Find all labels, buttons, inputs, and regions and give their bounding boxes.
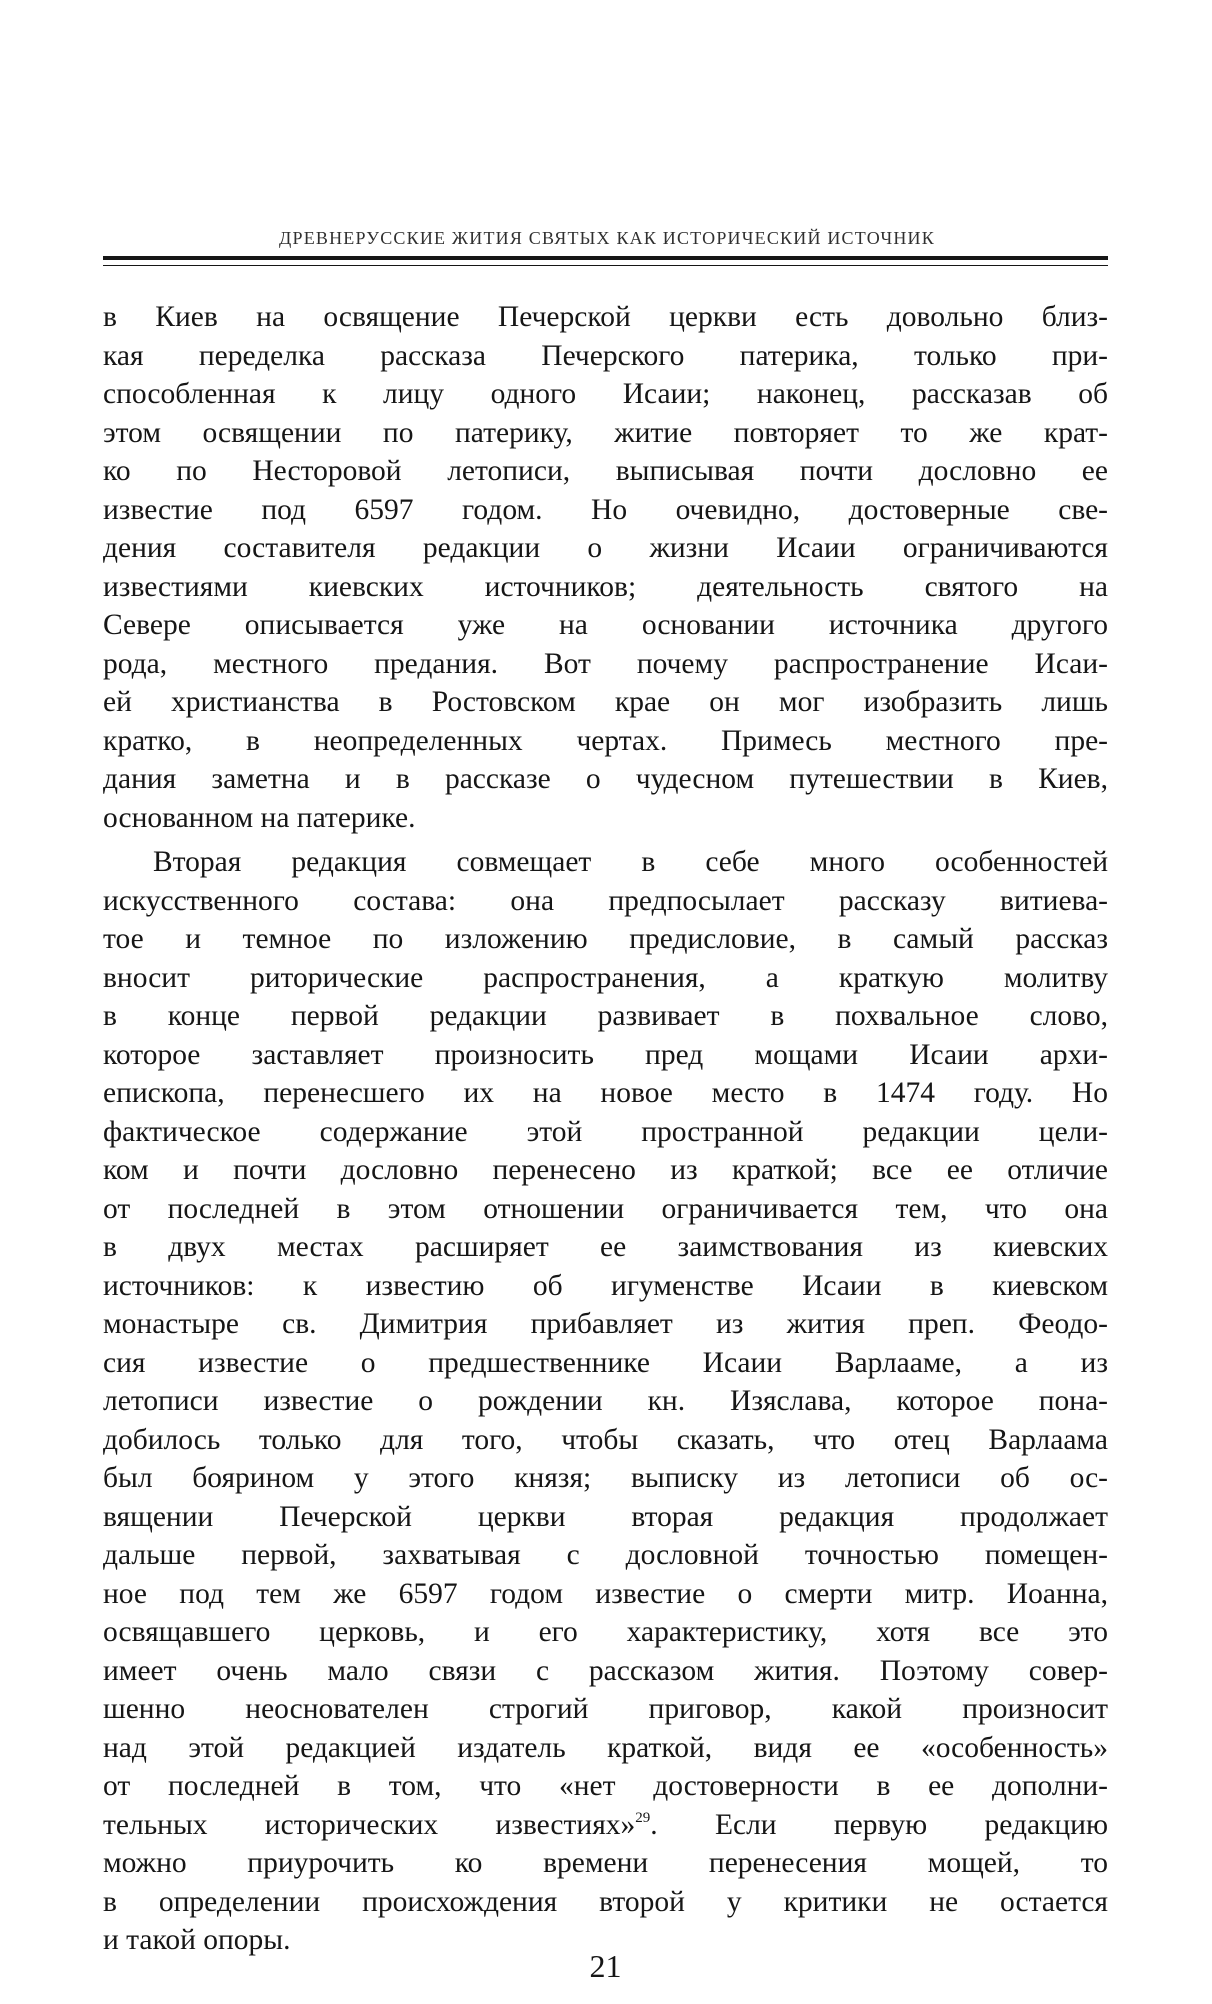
footnote-ref[interactable]: 29 — [635, 1809, 651, 1826]
text-line: епископа, перенесшего их на новое место в 1474 году. Но — [103, 1077, 1108, 1109]
text-line: искусственного состава: она предпосылает рассказу витиева- — [103, 884, 1108, 917]
text-line: монастыре св. Димитрия прибавляет из жития преп. Феодо- — [103, 1308, 1108, 1340]
text-line: имеет очень мало связи с рассказом жития. Поэтому совер- — [103, 1654, 1108, 1687]
text-line: ком и почти дословно перенесено из краткой; все ее отличие — [103, 1154, 1108, 1186]
paragraph — [103, 298, 1108, 837]
text-line: дения составителя редакции о жизни Исаии ограничиваются — [103, 532, 1108, 564]
text-line: летописи известие о рождении кн. Изяслава, которое пона- — [103, 1385, 1108, 1417]
text-line: ей христианства в Ростовском крае он мог изобразить лишь — [103, 686, 1108, 718]
text-line: Вторая редакция совмещает в себе много особенностей — [153, 846, 1108, 878]
text-line: этом освящении по патерику, житие повторяет то же крат- — [103, 416, 1108, 449]
text-line: кая переделка рассказа Печерского патерика, только при- — [103, 339, 1108, 372]
text-line: в конце первой редакции развивает в похвальное слово, — [103, 1000, 1108, 1032]
text-line: шенно неоснователен строгий приговор, какой произносит — [103, 1693, 1108, 1725]
running-head: ДРЕВНЕРУССКИЕ ЖИТИЯ СВЯТЫХ КАК ИСТОРИЧЕСКИЙ ИСТОЧНИК — [279, 228, 935, 248]
text-segment: . Если первую редакцию — [650, 1808, 1108, 1841]
text-line: вящении Печерской церкви вторая редакция продолжает — [103, 1500, 1108, 1533]
text-line: от последней в том, что «нет достоверности в ее дополни- — [103, 1770, 1108, 1802]
page-number: 21 — [589, 1948, 622, 1984]
text-line: в определении происхождения второй у критики не остается — [103, 1885, 1108, 1918]
text-line: источников: к известию об игуменстве Исаии в киевском — [103, 1269, 1108, 1302]
text-line: в Киев на освящение Печерской церкви есть довольно близ- — [103, 301, 1108, 333]
body-text — [103, 298, 1108, 1960]
text-line: добилось только для того, чтобы сказать, что отец Варлаама — [103, 1423, 1108, 1456]
text-line: был боярином у этого князя; выписку из летописи об ос- — [103, 1462, 1108, 1494]
text-line: в двух местах расширяет ее заимствования из киевских — [103, 1231, 1108, 1263]
text-line: фактическое содержание этой пространной редакции цели- — [103, 1115, 1108, 1148]
text-line: дания заметна и в рассказе о чудесном путешествии в Киев, — [103, 763, 1108, 795]
text-line: которое заставляет произносить пред мощами Исаии архи- — [103, 1038, 1108, 1071]
header-rule-thick — [103, 256, 1108, 260]
text-line: и такой опоры. — [103, 1924, 291, 1956]
text-line: дальше первой, захватывая с дословной точностью помещен- — [103, 1539, 1108, 1571]
text-line: можно приурочить ко времени перенесения мощей, то — [103, 1847, 1108, 1879]
text-line-with-footnote — [103, 1806, 1108, 1845]
text-line: Севере описывается уже на основании источника другого — [103, 609, 1108, 641]
text-line: вносит риторические распространения, а краткую молитву — [103, 961, 1108, 994]
text-line: от последней в этом отношении ограничивается тем, что она — [103, 1192, 1108, 1225]
text-line: основанном на патерике. — [103, 801, 416, 834]
text-line: ное под тем же 6597 годом известие о смерти митр. Иоанна, — [103, 1577, 1108, 1610]
paragraph — [103, 843, 1108, 1960]
header-rule-thin — [103, 265, 1108, 266]
text-line: способленная к лицу одного Исаии; наконец, рассказав об — [103, 378, 1108, 410]
text-line: ко по Несторовой летописи, выписывая почти дословно ее — [103, 455, 1108, 487]
text-line: тое и темное по изложению предисловие, в самый рассказ — [103, 923, 1108, 955]
text-line: сия известие о предшественнике Исаии Варлааме, а из — [103, 1346, 1108, 1379]
text-line: кратко, в неопределенных чертах. Примесь местного пре- — [103, 724, 1108, 757]
text-line: рода, местного предания. Вот почему распространение Исаи- — [103, 647, 1108, 680]
text-line: известие под 6597 годом. Но очевидно, достоверные све- — [103, 493, 1108, 526]
text-line: над этой редакцией издатель краткой, видя ее «особенность» — [103, 1731, 1108, 1764]
text-line: освящавшего церковь, и его характеристику, хотя все это — [103, 1616, 1108, 1648]
text-line: известиями киевских источников; деятельность святого на — [103, 570, 1108, 603]
text-segment: тельных исторических известиях» — [103, 1808, 636, 1841]
